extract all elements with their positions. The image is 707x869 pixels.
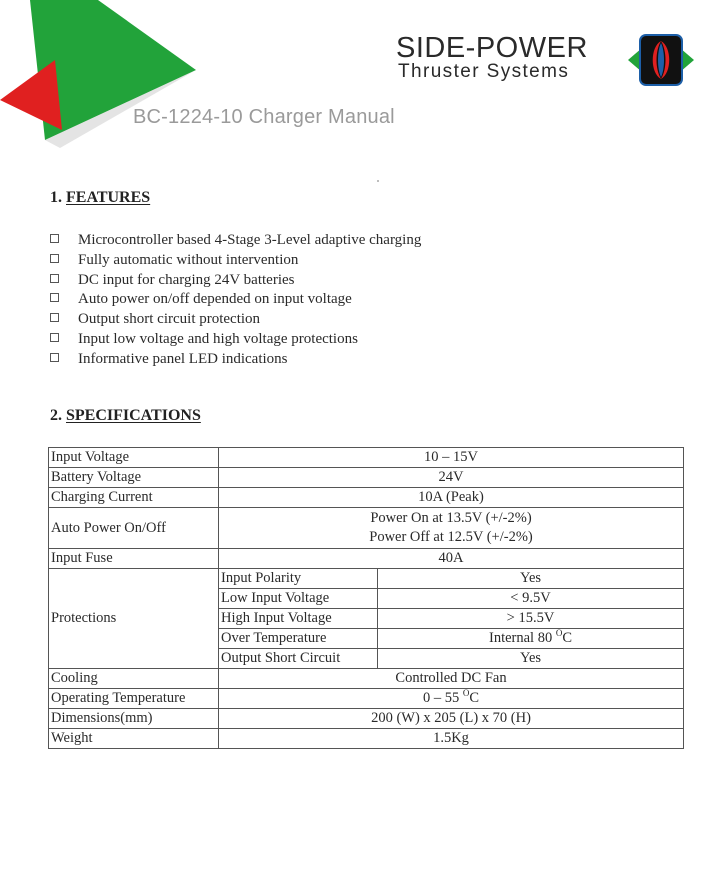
list-item: Microcontroller based 4-Stage 3-Level adaptive charging	[50, 231, 421, 251]
list-item: Auto power on/off depended on input voltage	[50, 290, 421, 310]
sub-label: High Input Voltage	[219, 609, 378, 629]
row-label: Operating Temperature	[49, 689, 219, 709]
row-value: 10 – 15V	[219, 448, 684, 468]
sub-label: Input Polarity	[219, 569, 378, 589]
table-row	[49, 669, 684, 689]
checkbox-square-icon	[50, 313, 59, 322]
sub-value: Yes	[378, 649, 684, 669]
row-label: Input Voltage	[49, 448, 219, 468]
side-power-logo-icon	[628, 33, 694, 87]
row-value: 24V	[219, 468, 684, 488]
row-value: 200 (W) x 205 (L) x 70 (H)	[219, 709, 684, 729]
list-item: Output short circuit protection	[50, 310, 421, 330]
row-value: 0 – 55 $^O$C	[219, 689, 684, 709]
brand-block	[396, 33, 696, 93]
checkbox-square-icon	[50, 254, 59, 263]
row-label: Battery Voltage	[49, 468, 219, 488]
features-heading	[50, 189, 150, 207]
features-list	[50, 231, 421, 370]
sub-label: Over Temperature	[219, 629, 378, 649]
table-row	[49, 488, 684, 508]
specifications-table	[48, 447, 684, 749]
row-label: Charging Current	[49, 488, 219, 508]
brand-subtitle: Thruster Systems	[398, 61, 570, 82]
list-item: Input low voltage and high voltage protections	[50, 330, 421, 350]
row-label: Cooling	[49, 669, 219, 689]
specifications-heading	[50, 407, 201, 425]
power-off-value: Power Off at 12.5V (+/-2%)	[369, 529, 533, 545]
checkbox-square-icon	[50, 353, 59, 362]
row-value	[219, 508, 684, 549]
row-label: Auto Power On/Off	[49, 508, 219, 549]
row-value: 1.5Kg	[219, 729, 684, 749]
sub-label: Output Short Circuit	[219, 649, 378, 669]
table-row	[49, 569, 684, 589]
row-value: 40A	[219, 549, 684, 569]
sub-value: Internal 80 $^O$C	[378, 629, 684, 649]
specifications-title: SPECIFICATIONS	[66, 407, 201, 424]
row-label: Protections	[49, 569, 219, 669]
checkbox-square-icon	[50, 234, 59, 243]
list-item: Informative panel LED indications	[50, 350, 421, 370]
list-item: DC input for charging 24V batteries	[50, 271, 421, 291]
checkbox-square-icon	[50, 293, 59, 302]
row-label: Dimensions(mm)	[49, 709, 219, 729]
checkbox-square-icon	[50, 274, 59, 283]
table-row	[49, 448, 684, 468]
sub-value: < 9.5V	[378, 589, 684, 609]
features-title: FEATURES	[66, 189, 151, 206]
red-triangle	[0, 60, 62, 130]
document-title: BC-1224-10 Charger Manual	[133, 106, 395, 128]
row-label: Weight	[49, 729, 219, 749]
sub-label: Low Input Voltage	[219, 589, 378, 609]
table-row	[49, 729, 684, 749]
table-row	[49, 508, 684, 549]
sub-value: > 15.5V	[378, 609, 684, 629]
list-item: Fully automatic without intervention	[50, 251, 421, 271]
table-row	[49, 689, 684, 709]
table-row	[49, 709, 684, 729]
row-value: Controlled DC Fan	[219, 669, 684, 689]
table-row	[49, 549, 684, 569]
sub-value: Yes	[378, 569, 684, 589]
table-row	[49, 468, 684, 488]
brand-name: SIDE-POWER	[396, 32, 588, 64]
checkbox-square-icon	[50, 333, 59, 342]
features-number: 1.	[50, 189, 62, 206]
row-value: 10A (Peak)	[219, 488, 684, 508]
power-on-value: Power On at 13.5V (+/-2%)	[370, 510, 532, 526]
row-label: Input Fuse	[49, 549, 219, 569]
specifications-number: 2.	[50, 407, 62, 424]
scan-speck	[377, 180, 379, 182]
